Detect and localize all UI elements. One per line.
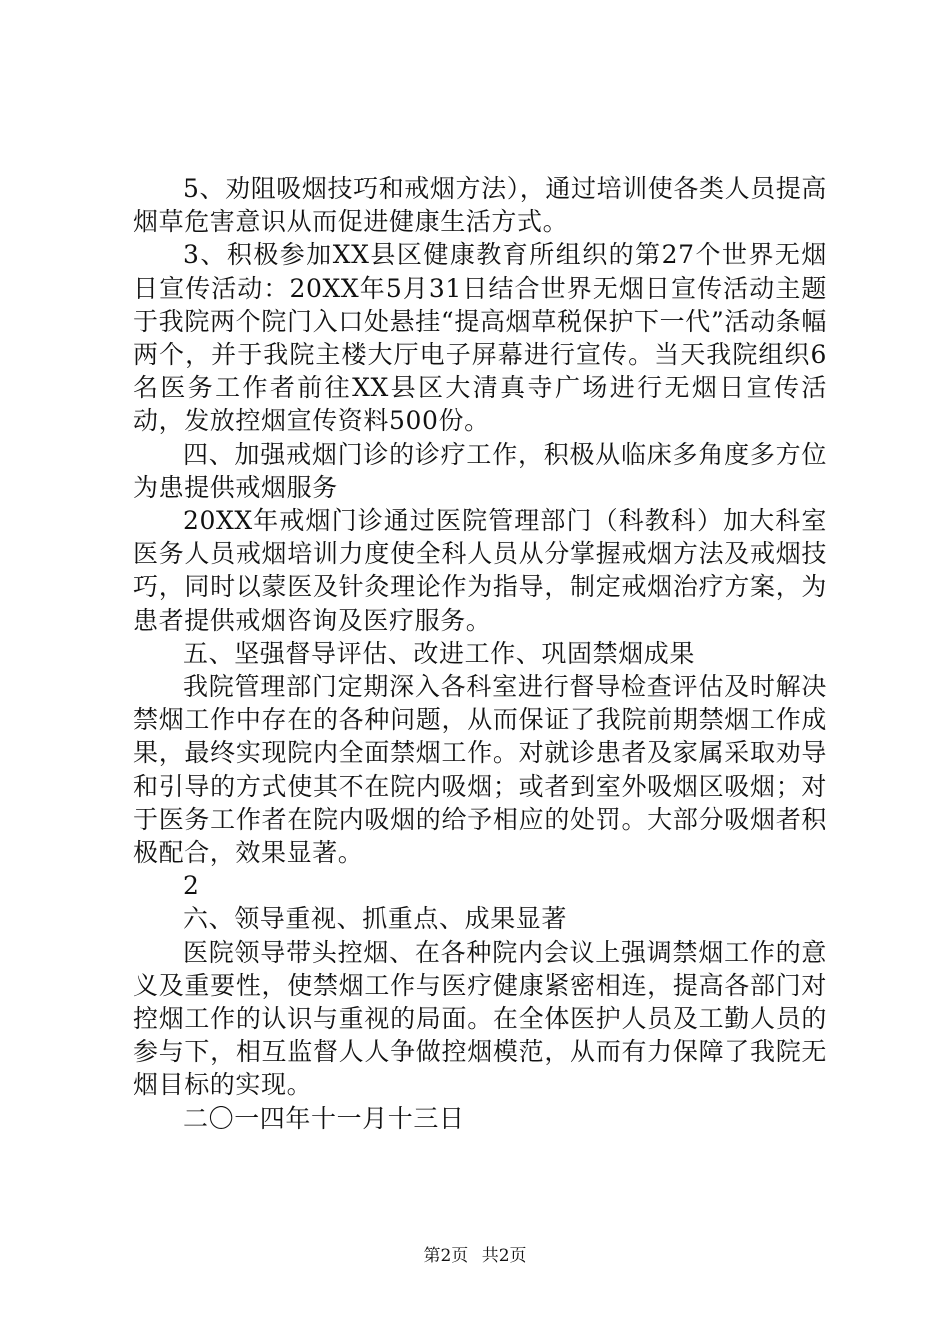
paragraph-item-3: 3、积极参加XX县区健康教育所组织的第27个世界无烟日宣传活动：20XX年5月31日结合世界无烟日宣传活动主题于我院两个院门入口处悬挂“提高烟草税保护下一代”活动条幅两个，并于我院主楼大厅电子屏幕进行宣传。当天我院组织6名医务工作者前往XX县区大清真寺广场进行无烟日宣传活动，发放控烟宣传资料500份。 <box>133 240 827 436</box>
page-footer <box>0 1244 950 1268</box>
document-date: 二〇一四年十一月十三日 <box>183 1103 465 1133</box>
section-heading-4: 四、加强戒烟门诊的诊疗工作，积极从临床多角度多方位为患提供戒烟服务 <box>133 439 827 502</box>
paragraph-supervision: 我院管理部门定期深入各科室进行督导检查评估及时解决禁烟工作中存在的各种问题，从而保证了我院前期禁烟工作成果，最终实现院内全面禁烟工作。对就诊患者及家属采取劝导和引导的方式使其不在院内吸烟；或者到室外吸烟区吸烟；对于医务工作者在院内吸烟的给予相应的处罚。大部分吸烟者积极配合，效果显著。 <box>133 672 827 868</box>
page-total: 共2页 <box>481 1246 527 1266</box>
page-break-number: 2 <box>183 871 200 901</box>
paragraph-item-5: 5、劝阻吸烟技巧和戒烟方法），通过培训使各类人员提高烟草危害意识从而促进健康生活方式。 <box>133 174 828 237</box>
paragraph-clinic: 20XX年戒烟门诊通过医院管理部门（科教科）加大科室医务人员戒烟培训力度使全科人员从分掌握戒烟方法及戒烟技巧，同时以蒙医及针灸理论作为指导，制定戒烟治疗方案，为患者提供戒烟咨询及医疗服务。 <box>133 506 827 635</box>
section-heading-6: 六、领导重视、抓重点、成果显著 <box>183 904 568 934</box>
paragraph-leadership: 医院领导带头控烟、在各种院内会议上强调禁烟工作的意义及重要性，使禁烟工作与医疗健康紧密相连，提高各部门对控烟工作的认识与重视的局面。在全体医护人员及工勤人员的参与下，相互监督人人争做控烟模范，从而有力保障了我院无烟目标的实现。 <box>133 937 827 1100</box>
section-heading-5: 五、坚强督导评估、改进工作、巩固禁烟成果 <box>183 638 696 668</box>
document-body <box>133 172 827 1135</box>
page-number: 第2页 <box>423 1246 469 1266</box>
